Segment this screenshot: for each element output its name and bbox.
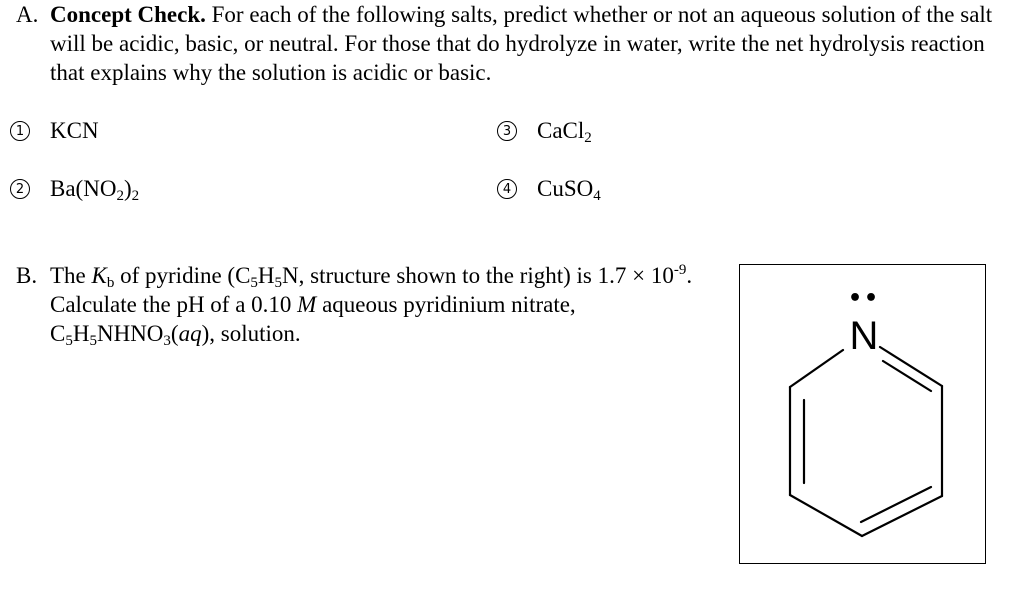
question-a-body: [50, 0, 1006, 87]
salt-item-2: [10, 174, 139, 203]
salt-number-4: 4: [497, 179, 517, 199]
salt-formula-4: CuSO$_4$: [537, 176, 601, 204]
question-b-letter: B.: [16, 263, 38, 288]
question-a-letter: A.: [16, 2, 39, 27]
bond-c4-c5-double: [861, 487, 931, 522]
lone-pair: ••: [847, 286, 881, 311]
salt-item-4: [497, 174, 601, 203]
pyridine-diagram: [740, 265, 987, 565]
bond-c3-c4: [790, 495, 862, 536]
bond-n-c6: [880, 347, 942, 386]
bond-n-c2: [790, 350, 843, 387]
question-b: [16, 261, 716, 348]
salt-number-3: 3: [497, 121, 517, 141]
question-a: [16, 0, 1006, 87]
salt-number-1: 1: [10, 121, 30, 141]
question-a-title: Concept Check.: [50, 2, 206, 27]
question-b-text: The $K_b$ of pyridine ($C_5H_5N$, structure shown to the right) is $1.7 \times 10^{-9}$. Calculate the pH of a 0.10 M aqueous pyridinium nitrate, $C_5H_5NHNO_3(aq)$, solution.: [50, 262, 693, 349]
bond-n-c6-double: [883, 361, 931, 391]
salt-formula-2: $Ba(NO_2)_2$: [50, 176, 140, 204]
salt-formula-1: KCN: [50, 118, 99, 143]
question-a-text: For each of the following salts, predict whether or not an aqueous solution of the salt will be acidic, basic, or neutral. For those that do hydrolyze in water, write the net hydrolysis reaction that explains why the solution is acidic or basic.: [50, 2, 993, 85]
salt-formula-3: CaCl$_2$: [537, 118, 592, 146]
salt-number-2: 2: [10, 179, 30, 199]
pyridine-structure: [739, 264, 986, 564]
salt-item-1: [10, 116, 99, 145]
salt-item-3: [497, 116, 592, 145]
nitrogen-atom: N: [849, 314, 879, 358]
